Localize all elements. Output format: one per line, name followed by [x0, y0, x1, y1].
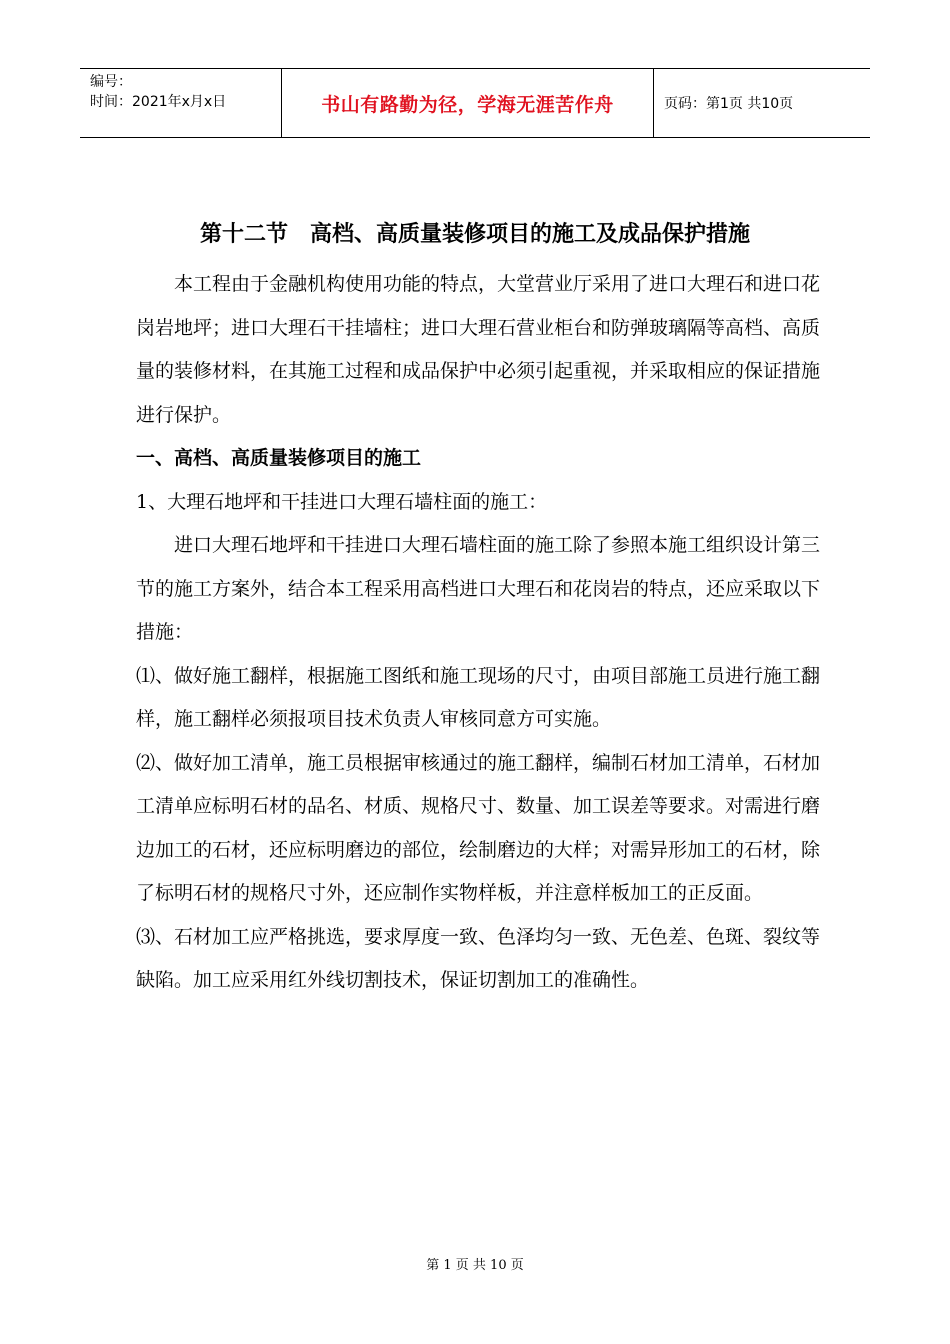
list-item-1: ⑴、做好施工翻样，根据施工图纸和施工现场的尺寸，由项目部施工员进行施工翻样，施工翻样必须报项目技术负责人审核同意方可实施。 [136, 664, 821, 730]
header-motto-cell [282, 69, 654, 137]
document-number-label: 编号： [90, 74, 132, 90]
document-body [136, 263, 820, 1003]
header-page-info: 页码：第1页 共10页 [664, 96, 794, 112]
header-motto: 书山有路勤为径，学海无涯苦作舟 [321, 93, 614, 116]
section-heading: 一、高档、高质量装修项目的施工 [136, 447, 422, 469]
list-item-3: ⑶、石材加工应严格挑选，要求厚度一致、色泽均匀一致、无色差、色斑、裂纹等缺陷。加工应采用红外线切割技术，保证切割加工的准确性。 [136, 925, 821, 991]
page-footer: 第 1 页 共 10 页 [426, 1258, 524, 1273]
list-item-2: ⑵、做好加工清单，施工员根据审核通过的施工翻样，编制石材加工清单，石材加工清单应标明石材的品名、材质、规格尺寸、数量、加工误差等要求。对需进行磨边加工的石材，还应标明磨边的部位，绘制磨边的大样；对需异形加工的石材，除了标明石材的规格尺寸外，还应制作实物样板，并注意样板加工的正反面。 [136, 751, 821, 904]
header-page-cell [654, 69, 870, 137]
subsection-heading: 1、大理石地坪和干挂进口大理石墙柱面的施工： [136, 490, 548, 513]
header-meta-cell [80, 69, 282, 137]
body-paragraph: 进口大理石地坪和干挂进口大理石墙柱面的施工除了参照本施工组织设计第三节的施工方案外，结合本工程采用高档进口大理石和花岗岩的特点，还应采取以下措施： [136, 534, 821, 643]
document-header [80, 68, 870, 138]
document-time-label: 时间：2021年x月x日 [90, 94, 227, 110]
section-title: 第十二节 高档、高质量装修项目的施工及成品保护措施 [199, 222, 750, 247]
intro-paragraph: 本工程由于金融机构使用功能的特点，大堂营业厅采用了进口大理石和进口花岗岩地坪；进口大理石干挂墙柱；进口大理石营业柜台和防弹玻璃隔等高档、高质量的装修材料，在其施工过程和成品保护中必须引起重视，并采取相应的保证措施进行保护。 [136, 273, 821, 426]
